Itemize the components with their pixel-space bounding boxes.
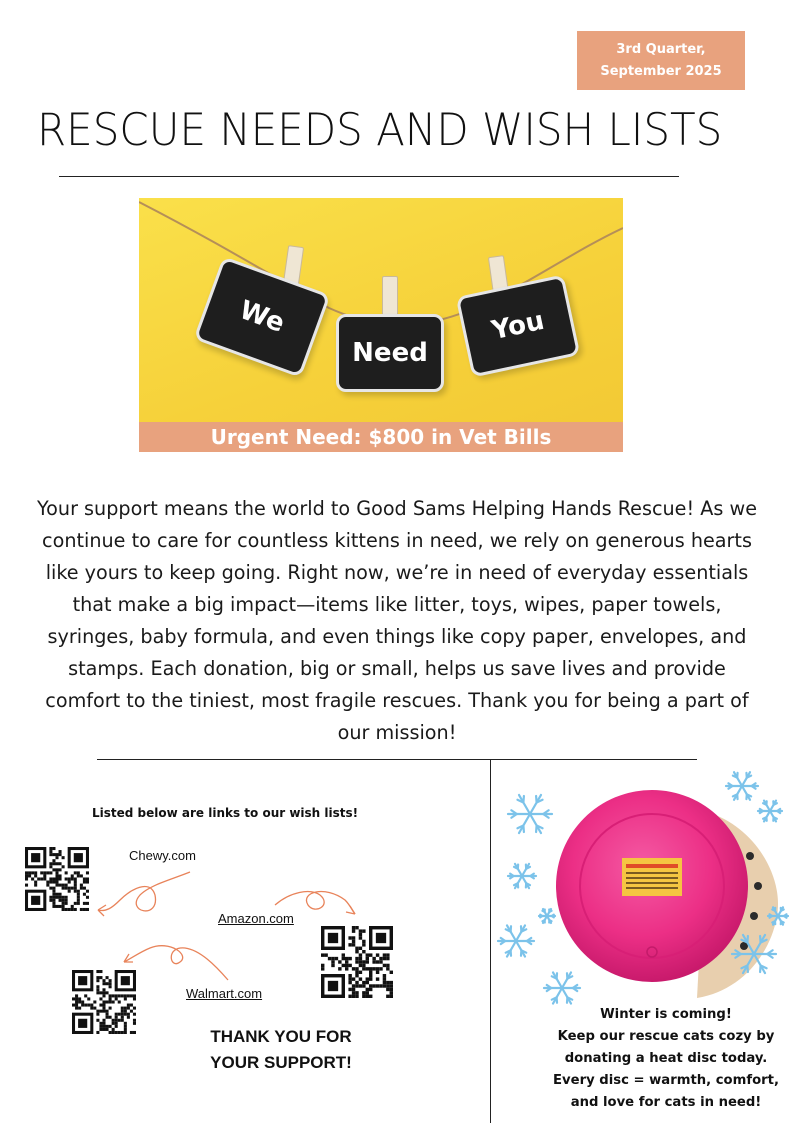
chewy-qr-code-icon[interactable]: [25, 847, 89, 911]
title-divider: [59, 176, 679, 177]
hero-image: [139, 198, 623, 452]
sign-we: We: [193, 256, 330, 378]
chewy-link[interactable]: Chewy.com: [129, 848, 196, 863]
intro-paragraph: Your support means the world to Good Sams Helping Hands Rescue! As we continue to care for countless kittens in need, we rely on generous hearts like yours to keep going. Right now, we’re in need of everyday essentials that make a big impact—items like litter, toys, wipes, paper towels, syringes, baby formula, and even things like copy paper, envelopes, and stamps. Each donation, big or small, helps us save lives and provide comfort to the tiniest, most fragile rescues. Thank you for being a part of our mission!: [37, 497, 757, 744]
swirl-arrow-icon: [98, 905, 106, 916]
swirl-arrow-icon: [98, 872, 190, 911]
quarter-badge: [577, 31, 745, 90]
winter-line-4: Every disc = warmth, comfort,: [553, 1073, 779, 1088]
section-divider: [97, 759, 697, 760]
column-divider: [490, 760, 491, 1123]
walmart-qr-code-icon[interactable]: [72, 970, 136, 1034]
winter-line-3: donating a heat disc today.: [564, 1051, 768, 1066]
sign-need: Need: [336, 314, 444, 392]
amazon-qr-code-icon[interactable]: [321, 926, 393, 998]
wishlist-intro: Listed below are links to our wish lists!: [92, 806, 359, 820]
thanks-line-2: YOUR SUPPORT!: [210, 1053, 352, 1072]
thank-you-message: [176, 1024, 386, 1076]
heat-disc-message: [528, 1004, 794, 1114]
winter-line-1: Winter is coming!: [600, 1007, 732, 1022]
page-title: RESCUE NEEDS AND WISH LISTS: [37, 104, 723, 156]
walmart-link[interactable]: Walmart.com: [186, 986, 263, 1001]
sign-you: You: [456, 274, 581, 377]
swirl-arrow-icon: [124, 946, 228, 980]
swirl-arrow-icon: [124, 954, 133, 962]
thanks-line-1: THANK YOU FOR: [210, 1027, 352, 1046]
heat-disc-image: [492, 766, 794, 1006]
amazon-link[interactable]: Amazon.com: [218, 911, 294, 926]
swirl-arrow-icon: [346, 906, 355, 914]
winter-line-5: and love for cats in need!: [570, 1095, 762, 1110]
winter-line-2: Keep our rescue cats cozy by: [557, 1029, 775, 1044]
quarter-line-1: 3rd Quarter,: [616, 41, 706, 57]
urgent-need-banner: Urgent Need: $800 in Vet Bills: [139, 422, 623, 452]
quarter-line-2: September 2025: [600, 63, 722, 79]
